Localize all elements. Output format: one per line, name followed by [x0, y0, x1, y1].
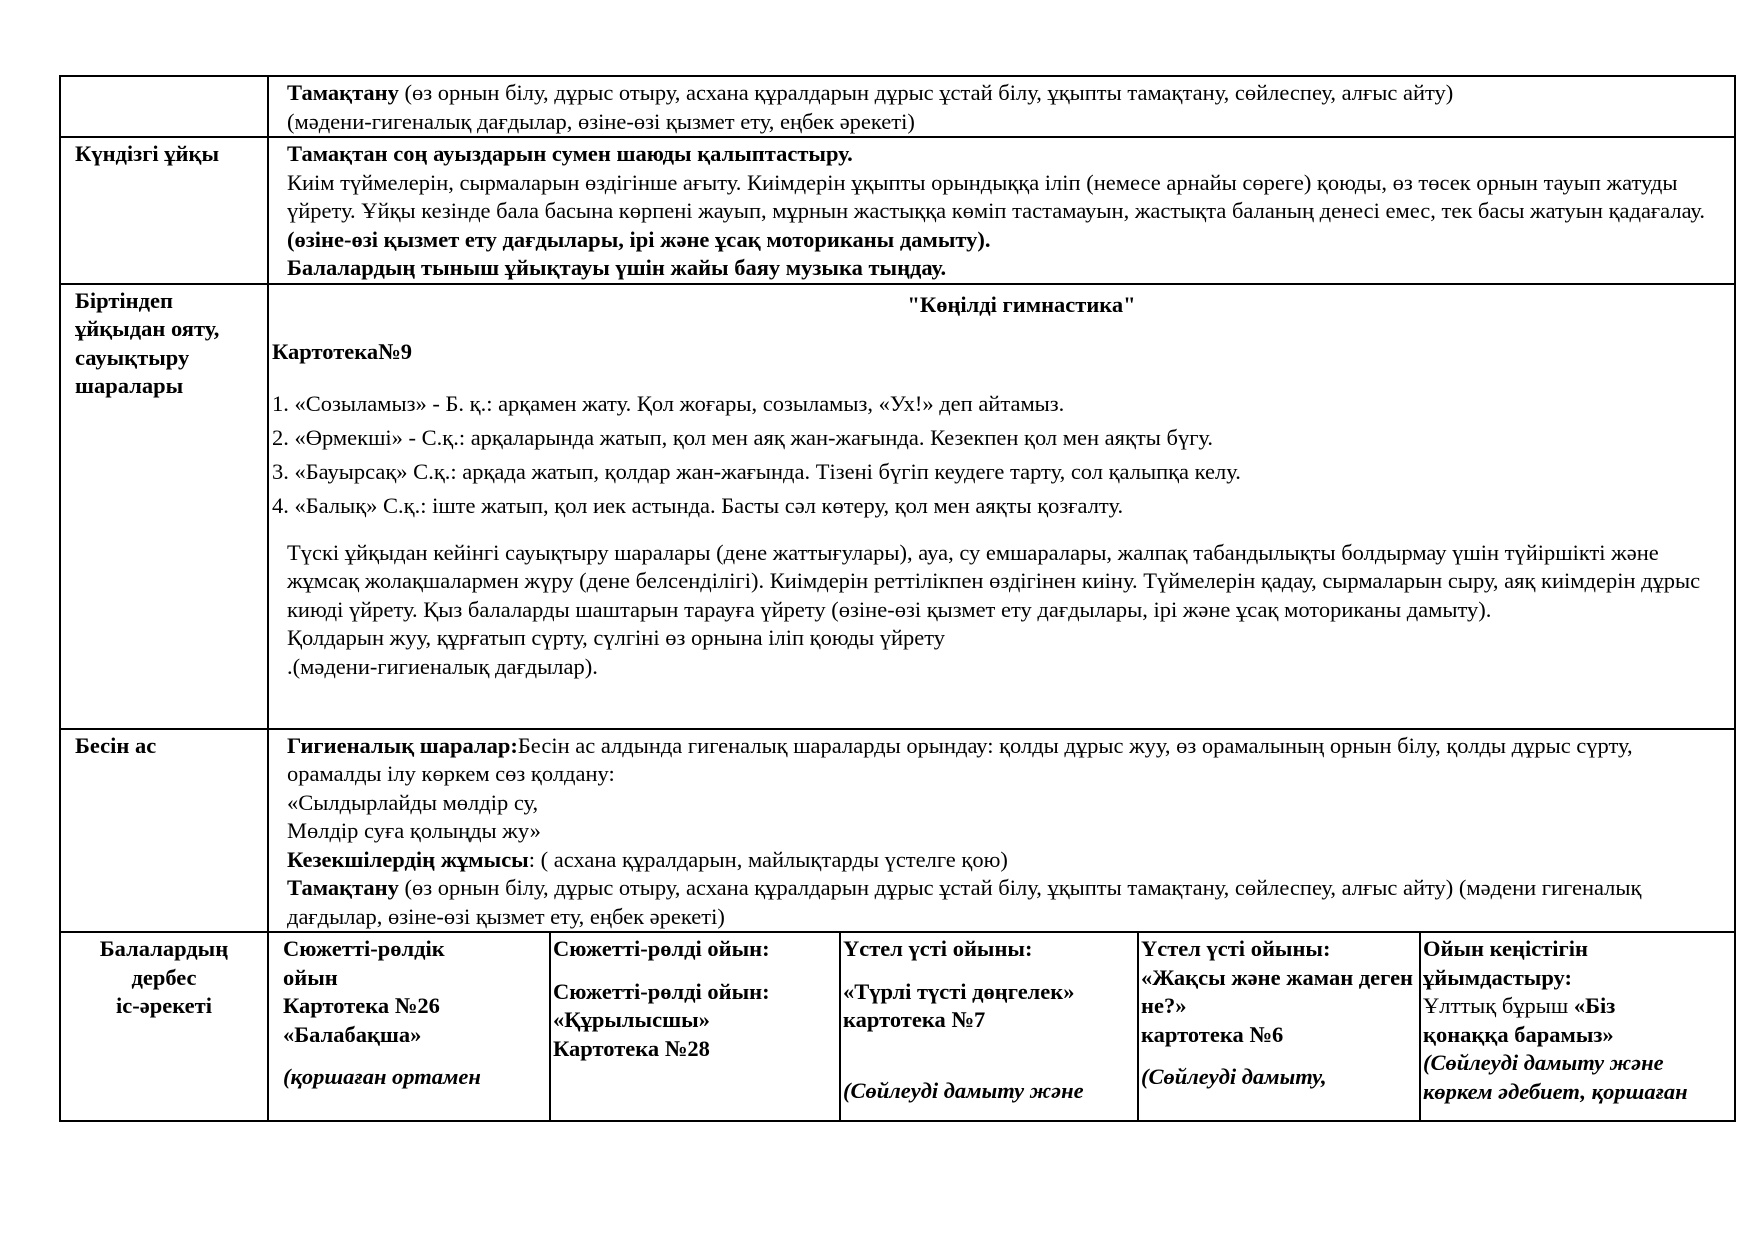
- activity-text: Картотека №26: [283, 993, 440, 1018]
- nap-label: Күндізгі ұйқы: [60, 137, 268, 284]
- activity-label-line: Балалардың: [99, 936, 229, 961]
- nap-skills: (өзіне-өзі қызмет ету дағдылары, ірі және ұсақ моториканы дамыту).: [287, 226, 991, 252]
- hygiene-text: Бесін ас алдында гигеналық шараларды орындау: қолды дұрыс жуу, өз орамалының орнын білу, қолды дұрыс сүрту, орамалды ілу көркем сөз қолдану:: [287, 732, 1633, 786]
- row-nap: [60, 137, 1735, 284]
- activity-text: не?»: [1141, 993, 1187, 1018]
- wakeup-label-line: шаралары: [75, 373, 184, 398]
- activity-text: көркем әдебиет, қоршаған: [1423, 1078, 1688, 1104]
- meal-text: (өз орнын білу, дұрыс отыру, асхана құралдарын дұрыс ұстай білу, ұқыпты тамақтану, сөйлеспеу, алғыс айту): [398, 80, 1454, 105]
- activity-text: «Біз: [1573, 993, 1616, 1018]
- activity-text: ұйымдастыру:: [1423, 964, 1573, 990]
- activity-day-5: [1420, 932, 1735, 1121]
- poem-line: «Сылдырлайды мөлдір су,: [287, 789, 539, 815]
- activity-label-line: іс-әрекеті: [116, 993, 212, 1018]
- exercise-list: [269, 387, 1734, 523]
- activity-text: (Сөйлеуді дамыту және: [1423, 1050, 1664, 1075]
- nap-content: [268, 137, 1735, 284]
- exercise-item: 1. «Созыламыз» - Б. қ.: арқамен жату. Қол жоғары, созыламыз, «Ух!» деп айтамыз.: [272, 390, 1065, 416]
- wakeup-label-line: сауықтыру: [75, 344, 190, 370]
- wakeup-label-line: ұйқыдан ояту,: [75, 316, 220, 341]
- activity-day-3: [840, 932, 1138, 1121]
- activity-text: Сюжетті-рөлді ойын:: [553, 936, 770, 961]
- snack-label: Бесін ас: [60, 729, 268, 933]
- exercise-item: 2. «Өрмекші» - С.қ.: арқаларында жатып, қол мен аяқ жан-жағында. Кезекпен қол мен аяқты бүгу.: [272, 424, 1214, 450]
- duty-heading: Кезекшілердің жұмысы: [287, 846, 529, 872]
- row-meal-label: [60, 76, 268, 137]
- activity-text: Үстел үсті ойыны:: [843, 936, 1033, 961]
- nap-music: Балалардың тыныш ұйықтауы үшін жайы баяу музыка тыңдау.: [287, 255, 947, 280]
- row-meal: [60, 76, 1735, 137]
- meal-heading: Тамақтану: [287, 80, 399, 105]
- exercise-item: 3. «Бауырсақ» С.қ.: арқада жатып, қолдар жан-жағында. Тізені бүгіп кеудеге тарту, сол қалыпқа келу.: [272, 458, 1241, 484]
- activity-text: қонаққа барамыз»: [1423, 1021, 1614, 1047]
- nap-text: Киім түймелерін, сырмаларын өздігінше ағыту. Киімдерін ұқыпты орындыққа іліп (немесе арнайы сөреге) қоюды, өз төсек орнын тауып жатуды үйрету. Ұйқы кезінде бала басына көрпені жауып, мұрнын жастыққа көміп тастамауын, жастықта баланың денесі емес, тек басы жатуын қадағалау.: [287, 169, 1706, 223]
- nap-heading: Тамақтан соң ауыздарын сумен шаюды қалыптастыру.: [287, 141, 853, 166]
- activity-text: Үстел үсті ойыны:: [1141, 936, 1331, 961]
- duty-text: : ( асхана құралдарын, майлықтарды үстелге қою): [528, 846, 1008, 872]
- handwash-skills: .(мәдени-гигиеналық дағдылар).: [287, 653, 598, 679]
- card-number: Картотека№9: [272, 339, 412, 364]
- activity-text: «Құрылысшы»: [553, 1007, 710, 1032]
- activity-text: Сюжетті-рөлді ойын:: [553, 978, 770, 1004]
- row-activity: [60, 932, 1735, 1121]
- row-wakeup: [60, 284, 1735, 729]
- row-snack: [60, 729, 1735, 933]
- activity-text: картотека №7: [843, 1007, 986, 1032]
- snack-meal-text: (өз орнын білу, дұрыс отыру, асхана құралдарын дұрыс ұстай білу, ұқыпты тамақтану, сөйлеспеу, алғыс айту) (мәдени гигеналық дағдылар, өзіне-өзі қызмет ету, еңбек әрекеті): [287, 875, 1642, 929]
- activity-text: (Сөйлеуді дамыту,: [1141, 1064, 1327, 1089]
- exercise-item: 4. «Балық» С.қ.: іште жатып, қол иек астында. Басты сәл көтеру, қол мен аяқты қозғалту.: [272, 492, 1124, 518]
- activity-day-1: [268, 932, 550, 1121]
- activity-text: ойын: [283, 964, 338, 990]
- wakeup-procedures: [269, 539, 1734, 682]
- meal-skills: (мәдени-гигеналық дағдылар, өзіне-өзі қызмет ету, еңбек әрекеті): [287, 108, 915, 134]
- activity-text: (Сөйлеуді дамыту және: [843, 1077, 1084, 1103]
- activity-label: [60, 932, 268, 1121]
- wakeup-paragraph: Түскі ұйқыдан кейінгі сауықтыру шаралары (дене жаттығулары), ауа, су емшаралары, жалпақ табандылықты болдырмау үшін түйіршікті және жұмсақ жолақшалармен жүру (дене белсенділігі). Киімдерін реттілікпен өздігінен киіну. Түймелерін қадау, сырмаларын сыру, аяқ киімдерін дұрыс киюді үйрету. Қыз балаларды шаштарын тарауға үйрету (өзіне-өзі қызмет ету дағдылары, ірі және ұсақ моториканы дамыту).: [287, 539, 1701, 622]
- activity-text: «Жақсы және жаман деген: [1141, 964, 1414, 990]
- activity-text: (қоршаған ортамен: [283, 1064, 481, 1089]
- handwash-text: Қолдарын жуу, құрғатып сүрту, сүлгіні өз орнына іліп қоюды үйрету: [287, 625, 946, 650]
- activity-text: Сюжетті-рөлдік: [283, 936, 445, 961]
- hygiene-heading: Гигиеналық шаралар:: [287, 732, 518, 758]
- activity-text: Картотека №28: [553, 1035, 710, 1061]
- activity-day-2: [550, 932, 840, 1121]
- activity-text: Ойын кеңістігін: [1423, 936, 1588, 961]
- activity-text: картотека №6: [1141, 1021, 1284, 1047]
- poem-line: Мөлдір суға қолыңды жу»: [287, 818, 541, 843]
- activity-text: «Түрлі түсті дөңгелек»: [843, 978, 1075, 1004]
- activity-text: Ұлттық бұрыш: [1423, 993, 1574, 1018]
- wakeup-label: [60, 284, 268, 729]
- snack-content: [268, 729, 1735, 933]
- activity-text: «Балабақша»: [283, 1021, 422, 1047]
- wakeup-label-line: Біртіндеп: [75, 287, 173, 313]
- activity-label-line: дербес: [131, 964, 197, 990]
- row-meal-content: [268, 76, 1735, 137]
- wakeup-content: [268, 284, 1735, 729]
- schedule-table: [59, 75, 1736, 1122]
- activity-day-4: [1138, 932, 1420, 1121]
- snack-meal-heading: Тамақтану: [287, 875, 399, 900]
- gymnastics-title: "Көңілді гимнастика": [907, 291, 1136, 317]
